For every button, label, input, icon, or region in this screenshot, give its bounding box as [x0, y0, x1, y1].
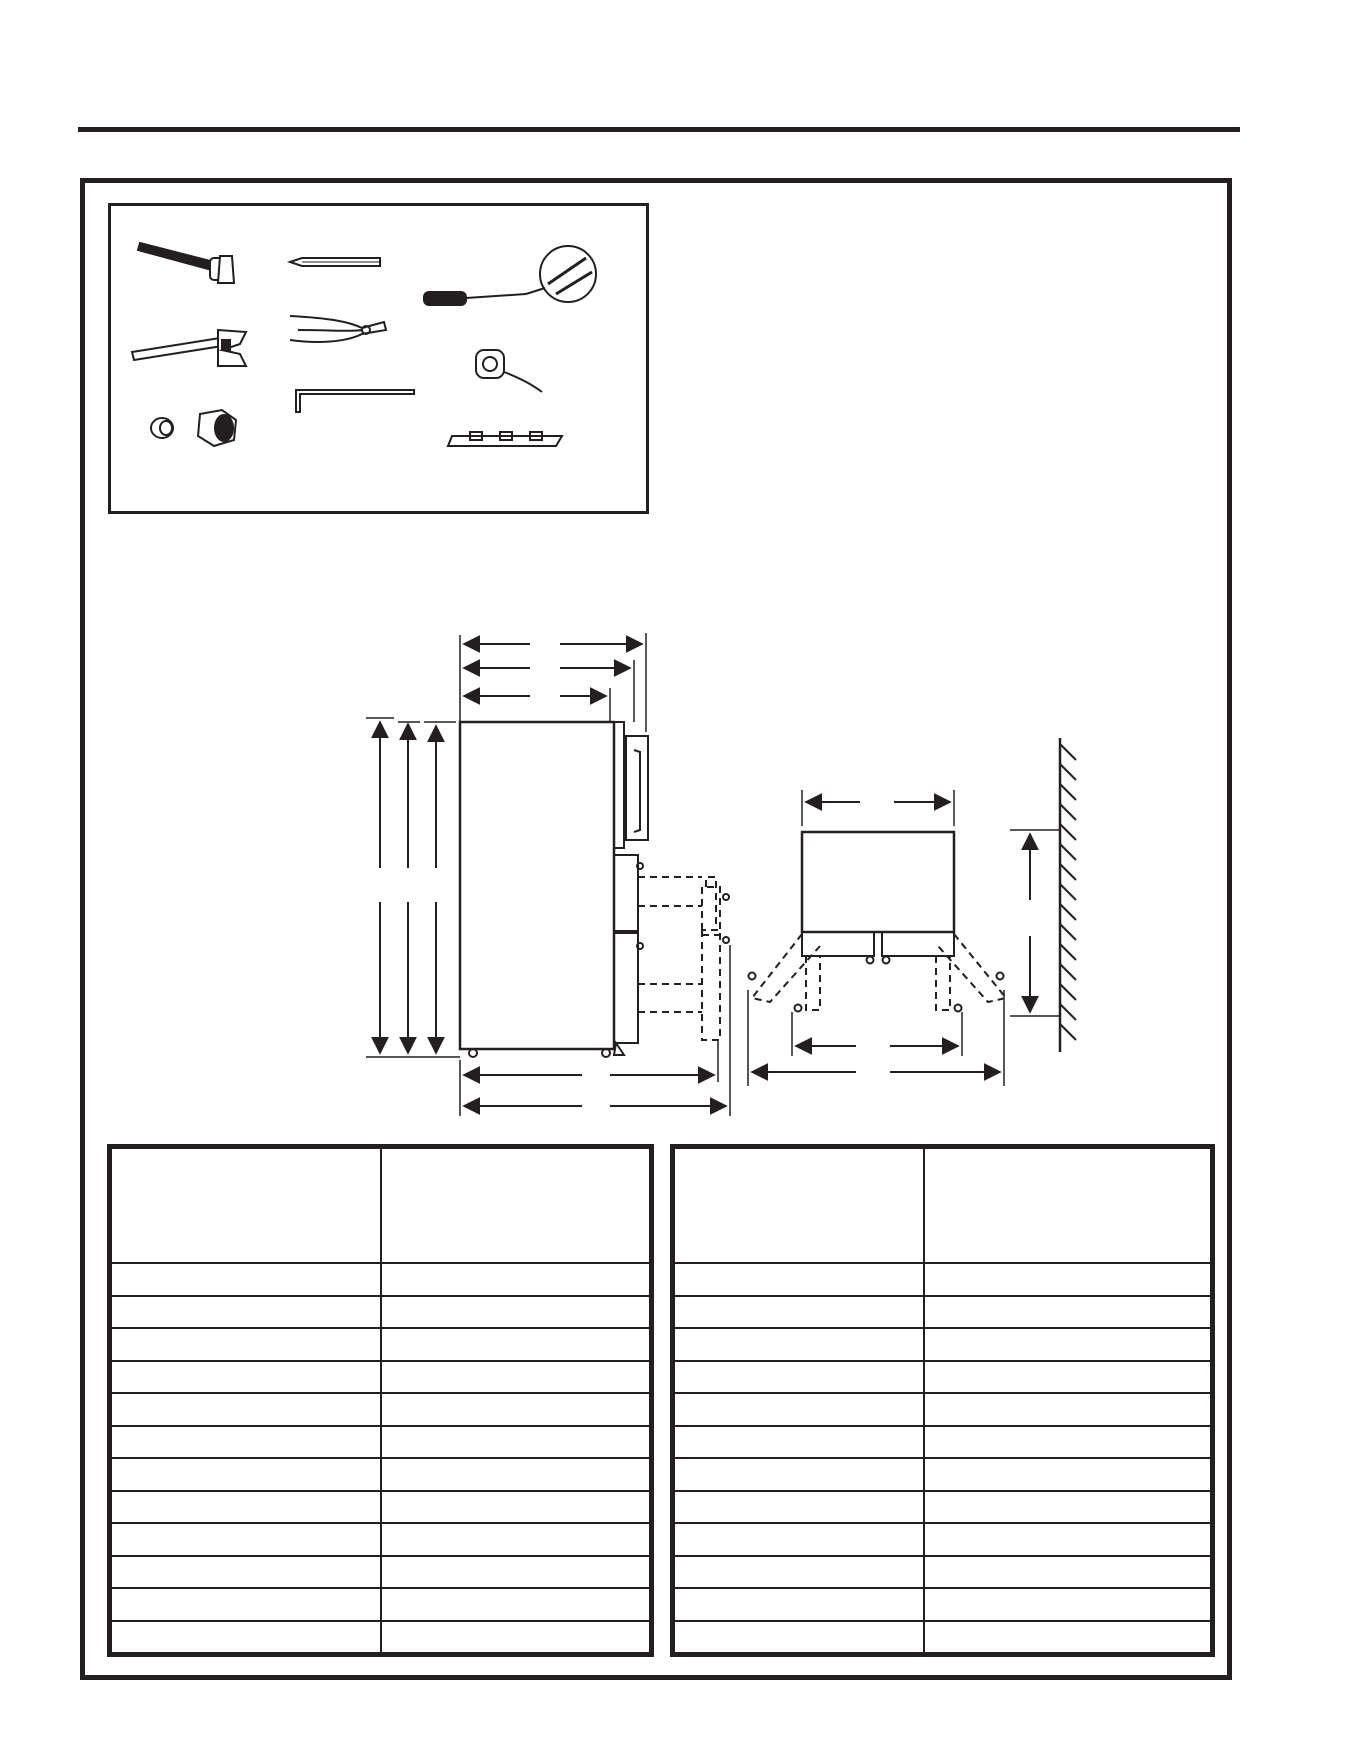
table-row — [674, 1491, 1211, 1524]
ferrule-icon — [151, 418, 173, 438]
side-view-refrigerator — [460, 722, 729, 1057]
hex-key-icon — [296, 390, 414, 412]
pliers-icon — [290, 316, 386, 342]
table-row — [674, 1523, 1211, 1556]
dimension-table-left — [110, 1147, 651, 1654]
table-row — [674, 1328, 1211, 1361]
adjustable-wrench-icon — [132, 330, 246, 366]
table-row — [674, 1458, 1211, 1491]
pencil-icon — [290, 258, 380, 266]
table-row — [111, 1556, 650, 1589]
top-view-refrigerator — [749, 832, 1007, 1012]
table-row — [111, 1588, 650, 1621]
socket-wrench-icon — [138, 243, 234, 283]
table-header-row — [674, 1148, 1211, 1263]
top-view-dimension-lines — [748, 790, 1060, 1086]
side-view-dimension-lines — [366, 633, 730, 1116]
table-row — [674, 1426, 1211, 1459]
table-row — [111, 1523, 650, 1556]
table-row — [111, 1426, 650, 1459]
table-row — [674, 1361, 1211, 1394]
table-row — [111, 1328, 650, 1361]
table-header-row — [111, 1148, 650, 1263]
wall-hatch — [1060, 738, 1076, 1052]
table-row — [111, 1296, 650, 1329]
compression-nut-icon — [198, 410, 236, 446]
table-row — [111, 1491, 650, 1524]
table-row — [674, 1296, 1211, 1329]
table-row — [111, 1263, 650, 1296]
dimension-table-right — [673, 1147, 1212, 1654]
table-row — [674, 1393, 1211, 1426]
tape-measure-icon — [476, 350, 542, 392]
table-row — [674, 1556, 1211, 1589]
table-row — [674, 1621, 1211, 1654]
table-row — [111, 1393, 650, 1426]
table-row — [674, 1263, 1211, 1296]
table-row — [111, 1621, 650, 1654]
table-row — [111, 1458, 650, 1491]
level-icon — [448, 432, 562, 446]
screwdriver-icon — [424, 246, 596, 305]
table-row — [111, 1361, 650, 1394]
table-row — [674, 1588, 1211, 1621]
